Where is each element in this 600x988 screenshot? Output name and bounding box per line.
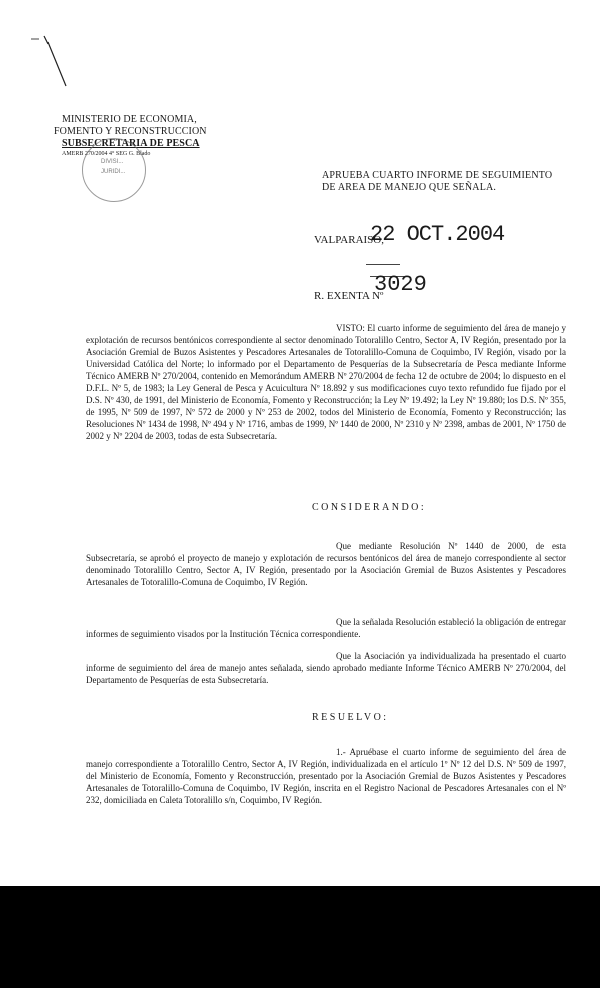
date-label: VALPARAISO, bbox=[314, 234, 384, 246]
number-overline bbox=[366, 264, 400, 265]
considerando-heading: CONSIDERANDO: bbox=[312, 502, 427, 513]
pen-mark-icon bbox=[38, 34, 78, 94]
ministry-name-line1: MINISTERIO DE ECONOMIA, bbox=[62, 114, 197, 125]
date-stamp: 22 OCT.2004 bbox=[370, 222, 505, 247]
considerando-paragraph-1: Que mediante Resolución Nº 1440 de 2000, de esta Subsecretaría, se aprobó el proyecto de manejo y explotación de recursos bentónicos del área de manejo correspondiente al sector denominado Totoralillo Centro, Sector A, IV Región, presentado por la Asociación Gremial de Buzos Asistentes y Pescadores Artesanales de Totoralillo-Comuna de Coquimbo, IV Región. bbox=[86, 541, 566, 587]
resolution-title-line2: DE AREA DE MANEJO QUE SEÑALA. bbox=[322, 182, 497, 193]
resolution-label: R. EXENTA Nº bbox=[314, 290, 384, 302]
resolution-title-line1: APRUEBA CUARTO INFORME DE SEGUIMIENTO bbox=[322, 170, 553, 181]
scan-bottom-band bbox=[0, 886, 600, 988]
official-stamp bbox=[82, 138, 146, 202]
visto-paragraph: VISTO: El cuarto informe de seguimiento del área de manejo y explotación de recursos bentónicos correspondiente al sector denominado Totoralillo Centro, Sector A, IV Región, presentado por la Asociación Gremial de Buzos Asistentes y Pescadores Artesanales de Totoralillo-Comuna de Coquimbo, IV Región, visado por la Universidad Católica del Norte; lo informado por el Departamento de Pesquerías de la Subsecretaría de Pesca mediante Informe Técnico AMERB Nº 270/2004, contenido en Memorándum AMERB Nº 270/2004 de fecha 12 de octubre de 2004; lo dispuesto en el D.F.L. Nº 5, de 1983; la Ley General de Pesca y Acuicultura Nº 18.892 y sus modificaciones cuyo texto refundido fue fijado por el D.S. Nº 430, de 1991, del Ministerio de Economía, Fomento y Reconstrucción; la Ley Nº 19.492; la Ley Nº 19.880; los D.S. Nº 355, de 1995, Nº 509 de 1997, Nº 572 de 2000 y Nº 253 de 2002, todos del Ministerio de Economía, Fomento y Reconstrucción; las Resoluciones Nº 1434 de 1998, Nº 494 y Nº 1716, ambas de 1999, Nº 1440 de 2000, Nº 2310 y Nº 2398, ambas de 2001, Nº 1750 de 2002 y Nº 2204 de 2003, todas de esta Subsecretaría. bbox=[86, 323, 566, 441]
stamp-text-1: DIVISI... bbox=[101, 159, 124, 165]
ministry-name-line2: FOMENTO Y RECONSTRUCCION bbox=[54, 126, 207, 137]
considerando-paragraph-3: Que la Asociación ya individualizada ha presentado el cuarto informe de seguimiento del área de manejo antes señalada, siendo aprobado mediante Informe Técnico AMERB Nº 270/2004, del Departamento de Pesquerías de esta Subsecretaría. bbox=[86, 651, 566, 685]
resuelvo-paragraph-1: 1.- Apruébase el cuarto informe de seguimiento del área de manejo correspondiente a Totoralillo Centro, Sector A, IV Región, individualizada en el artículo 1º Nº 12 del D.S. Nº 509 de 1997, del Ministerio de Economía, Fomento y Reconstrucción, presentado por la Asociación Gremial de Buzos Asistentes y Pescadores Artesanales de Totoralillo-Comuna de Coquimbo, IV Región, inscrita en el Registro Nacional de Pescadores Artesanales con el Nº 232, domiciliada en Caleta Totoralillo s/n, Coquimbo, IV Región. bbox=[86, 747, 566, 805]
considerando-paragraph-2: Que la señalada Resolución estableció la obligación de entregar informes de seguimiento visados por la Institución Técnica correspondiente. bbox=[86, 617, 566, 639]
dash-mark-icon bbox=[30, 36, 40, 42]
subsecretaria-name: SUBSECRETARIA DE PESCA bbox=[62, 138, 200, 149]
resuelvo-heading: RESUELVO: bbox=[312, 712, 389, 723]
resolution-number: 3029 bbox=[374, 272, 427, 297]
amerb-reference: AMERB 270/2004 4° SEG G. Blado bbox=[62, 151, 151, 157]
stamp-text-2: JURIDI... bbox=[101, 169, 126, 175]
